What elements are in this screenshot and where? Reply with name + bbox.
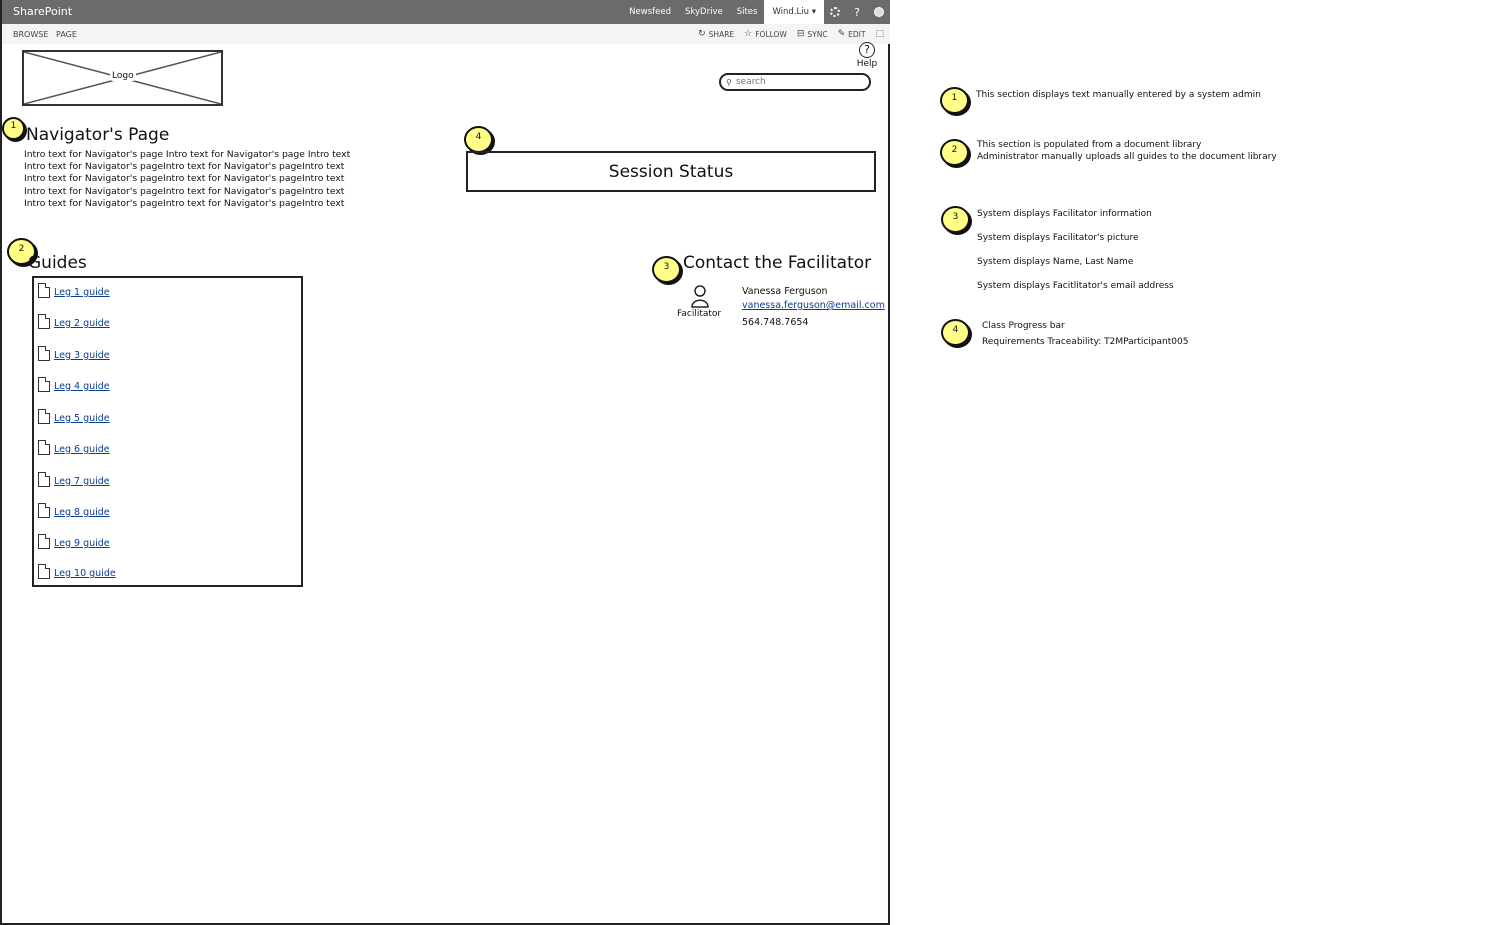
list-item <box>38 534 110 549</box>
guide-link[interactable]: Leg 9 guide <box>54 538 110 549</box>
guide-link[interactable]: Leg 2 guide <box>54 318 110 329</box>
guides-title: Guides <box>28 253 87 273</box>
annotation-line: System displays Name, Last Name <box>977 257 1134 267</box>
focus-icon: ⬚ <box>875 29 884 39</box>
suite-links <box>622 0 890 24</box>
annotation-3 <box>977 208 1174 292</box>
annotation-line: Class Progress bar <box>982 321 1065 331</box>
list-item <box>38 564 116 579</box>
contact-phone: 564.748.7654 <box>742 317 809 328</box>
annotation-1 <box>976 89 1261 101</box>
document-icon <box>38 314 50 329</box>
callout-4: 4 <box>464 126 493 153</box>
tab-browse[interactable]: BROWSE <box>13 30 49 39</box>
user-menu[interactable]: Wind.Liu ▾ <box>764 0 824 24</box>
annotation-callout-1: 1 <box>940 87 969 114</box>
share-label: SHARE <box>708 29 735 39</box>
help-label: Help <box>856 59 878 69</box>
annotation-callout-2: 2 <box>940 139 969 166</box>
intro-line: Intro text for Navigator's pageIntro text for Navigator's pageIntro text <box>24 173 345 185</box>
search-icon[interactable]: ⚲ <box>726 77 732 87</box>
suite-link-newsfeed[interactable]: Newsfeed <box>629 7 671 17</box>
edit-icon: ✎ <box>837 29 846 39</box>
guide-link[interactable]: Leg 4 guide <box>54 381 110 392</box>
document-icon <box>38 377 50 392</box>
callout-2: 2 <box>7 238 36 265</box>
document-icon <box>38 534 50 549</box>
guide-link[interactable]: Leg 10 guide <box>54 568 116 579</box>
guide-link[interactable]: Leg 1 guide <box>54 287 110 298</box>
list-item <box>38 377 110 392</box>
search-input[interactable] <box>736 77 856 87</box>
guide-link[interactable]: Leg 3 guide <box>54 350 110 361</box>
document-icon <box>38 346 50 361</box>
annotation-line: This section is populated from a document library <box>977 140 1202 150</box>
facilitator-label: Facilitator <box>677 309 722 319</box>
annotation-line: System displays Facitlitator's email address <box>977 281 1174 291</box>
annotation-line: Requirements Traceability: T2MParticipant005 <box>982 337 1189 347</box>
contact-title: Contact the Facilitator <box>683 253 872 273</box>
focus-button[interactable] <box>875 29 884 39</box>
list-item <box>38 503 110 518</box>
sync-button[interactable] <box>797 29 828 39</box>
ribbon <box>2 24 890 44</box>
logo-label: Logo <box>112 71 134 81</box>
guide-link[interactable]: Leg 7 guide <box>54 476 110 487</box>
share-icon: ↻ <box>698 29 706 39</box>
annotation-4 <box>982 320 1188 348</box>
help-button[interactable] <box>856 42 878 69</box>
suite-link-sites[interactable]: Sites <box>736 7 758 17</box>
follow-button[interactable] <box>744 29 787 39</box>
list-item <box>38 472 110 487</box>
session-status-panel <box>466 151 876 192</box>
list-item <box>38 440 110 455</box>
tab-page[interactable]: PAGE <box>56 30 77 39</box>
list-item <box>38 346 110 361</box>
intro-line: Intro text for Navigator's page Intro text for Navigator's page Intro text <box>24 149 351 160</box>
intro-line: Intro text for Navigator's pageIntro text for Navigator's pageIntro text <box>24 197 345 209</box>
document-icon <box>38 503 50 518</box>
document-icon <box>38 472 50 487</box>
contact-name: Vanessa Ferguson <box>742 286 828 297</box>
session-status-title: Session Status <box>608 161 734 182</box>
sync-label: SYNC <box>807 29 828 39</box>
annotation-callout-4: 4 <box>941 319 970 346</box>
document-icon <box>38 283 50 298</box>
follow-label: FOLLOW <box>755 29 787 39</box>
star-icon: ☆ <box>744 29 753 39</box>
document-icon <box>38 409 50 424</box>
globe-icon[interactable] <box>868 0 890 24</box>
person-icon <box>690 284 710 308</box>
brand-label[interactable]: SharePoint <box>13 5 73 18</box>
suite-bar <box>2 0 890 24</box>
intro-line: Intro text for Navigator's pageIntro text for Navigator's pageIntro text <box>24 185 345 197</box>
help-icon: ? <box>859 42 875 58</box>
ribbon-actions <box>698 29 884 39</box>
annotation-line: This section displays text manually entered by a system admin <box>976 90 1261 100</box>
intro-line: Intro text for Navigator's pageIntro text for Navigator's pageIntro text <box>24 161 345 173</box>
gear-icon[interactable] <box>824 0 846 24</box>
question-icon[interactable]: ? <box>854 5 860 19</box>
sync-icon: ⊟ <box>796 29 805 39</box>
document-icon <box>38 564 50 579</box>
share-button[interactable] <box>698 29 734 39</box>
logo-placeholder[interactable] <box>22 50 223 106</box>
list-item <box>38 283 110 298</box>
page-title: Navigator's Page <box>26 125 170 145</box>
search-box <box>719 73 871 91</box>
annotation-2 <box>977 139 1277 163</box>
callout-1: 1 <box>2 117 25 140</box>
guide-link[interactable]: Leg 8 guide <box>54 507 110 518</box>
annotation-line: System displays Facilitator's picture <box>977 233 1139 243</box>
contact-email-link[interactable]: vanessa.ferguson@email.com <box>742 300 885 311</box>
callout-3: 3 <box>652 256 681 283</box>
list-item <box>38 314 110 329</box>
annotation-callout-3: 3 <box>941 206 970 233</box>
guides-list <box>32 276 303 587</box>
annotation-line: Administrator manually uploads all guides to the document library <box>977 152 1277 162</box>
list-item <box>38 409 110 424</box>
guide-link[interactable]: Leg 6 guide <box>54 444 110 455</box>
intro-text <box>24 149 364 210</box>
document-icon <box>38 440 50 455</box>
edit-button[interactable] <box>838 29 866 39</box>
annotation-line: System displays Facilitator information <box>977 209 1152 219</box>
edit-label: EDIT <box>848 29 866 39</box>
suite-link-skydrive[interactable]: SkyDrive <box>685 7 723 17</box>
guide-link[interactable]: Leg 5 guide <box>54 413 110 424</box>
